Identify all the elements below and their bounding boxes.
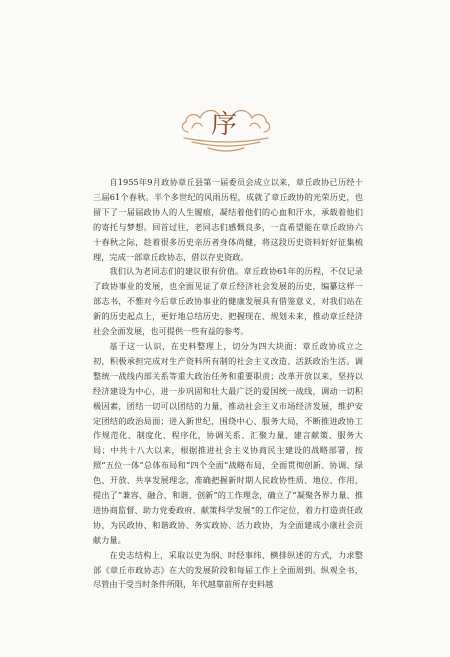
paragraph: 在史志结构上，采取以史为纲、时经事纬、横排纵述的方式，力求整部《章丘市政协志》在大的发展阶段和每届工作上全面周到。纵观全书，尽管由于受当时条件所限，年代越靠前所存史料越 xyxy=(93,549,363,590)
paragraph: 我们认为老同志们的建议很有价值。章丘政协61年的历程，不仅记录了政协事业的发展，也全面见证了章丘经济社会发展的历史，编纂这样一部志书，不惟对今后章丘政协事业的健康发展具有借鉴意义，对我们站在新的历史起点上，更好地总结历史、把握现在、规划未来，推动章丘经济社会全面发展，也可提供一些有益的参考。 xyxy=(93,266,363,337)
preface-body xyxy=(93,175,363,592)
paragraph: 基于这一认识，在史料整理上，切分为四大块面：章丘政协成立之初，积极承担完成对生产资料所有制的社会主义改造、活跃政治生活。调整统一战线内部关系等重大政治任务和重要职责；改革开放以来，坚持以经济建设为中心，进一步巩固和壮大最广泛的爱国统一战线，调动一切积极因素，团结一切可以团结的力量，推动社会主义市场经济发展，维护安定团结的政治局面；进入新世纪，围绕中心、服务大局，不断推进政协工作规范化、制度化、程序化，协调关系、汇聚力量、建言献策、服务大局；中共十八大以来，根据推进社会主义协商民主建设的战略部署，按照“五位一体”总体布局和“四个全面”战略布局，全面贯彻创新、协调、绿色、开放、共享发展理念，准确把握新时期人民政协性质、地位、作用，提出了“兼容、融合、和谐、创新”的工作理念，确立了“凝聚各界力量、推进协商监督、助力党委政府、献策科学发展”的工作定位，着力打造责任政协，为民政协、和谐政协、务实政协、活力政协，为全面建成小康社会贡献力量。 xyxy=(93,340,363,545)
page-title: 序 xyxy=(210,110,239,140)
paragraph: 自1955年9月政协章丘县第一届委员会成立以来，章丘政协已历经十三届61个春秋。半个多世纪的风雨历程，成就了章丘政协的光荣历史，也留下了一届届政协人的人生履痕，凝结着他们的心血和汗水，承载着他们的寄托与梦想。回首过往，老同志们感慨良多，一直希望能在章丘政协六十春秋之际，趁着很多历史亲历者身体尚健，将这段历史资料好好征集梳理，完成一部章丘政协志，借以存史资政。 xyxy=(93,177,363,262)
